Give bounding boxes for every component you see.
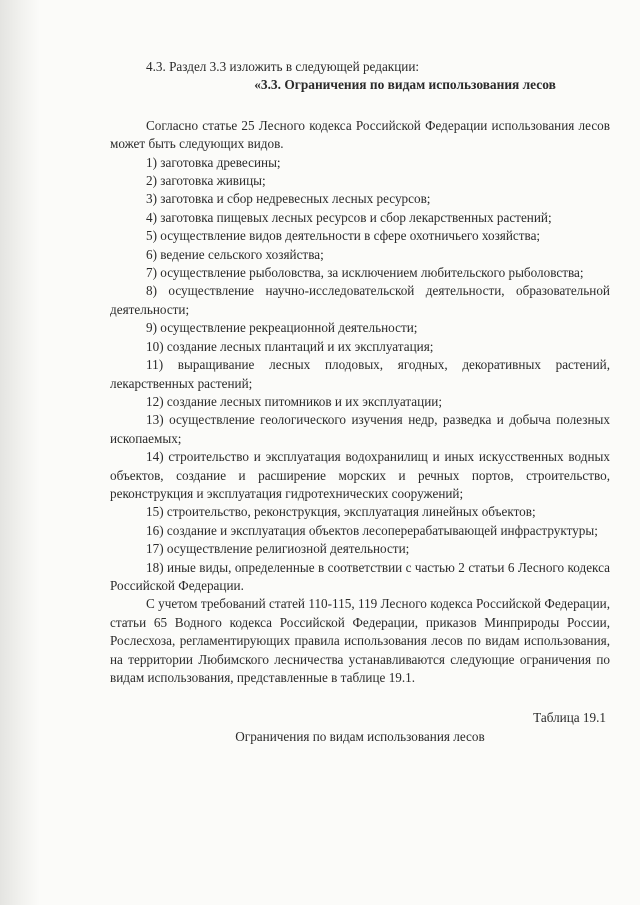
list-item: 8) осуществление научно-исследовательской деятельности, образовательной деятельности; [110,283,610,317]
list-item: 13) осуществление геологического изучения недр, разведка и добыча полезных ископаемых; [110,412,610,446]
list-item: 4) заготовка пищевых лесных ресурсов и сбор лекарственных растений; [146,209,552,225]
list-item: 11) выращивание лесных плодовых, ягодных, декоративных растений, лекарственных растений; [110,357,610,391]
list-item: 2) заготовка живицы; [146,173,266,189]
document-body [110,58,610,746]
list-item: 5) осуществление видов деятельности в сфере охотничьего хозяйства; [146,228,541,244]
spacer [110,687,610,709]
list-item: 9) осуществление рекреационной деятельности; [146,320,418,336]
scan-edge-shadow [0,0,40,905]
list-item: 17) осуществление религиозной деятельности; [146,541,410,557]
list-item: 3) заготовка и сбор недревесных лесных ресурсов; [146,191,431,207]
list-item: 18) иные виды, определенные в соответствии с частью 2 статьи 6 Лесного кодекса Российской Федерации. [110,559,610,593]
list-item: 1) заготовка древесины; [146,154,281,170]
table-number: Таблица 19.1 [533,710,606,726]
section-title: «3.3. Ограничения по видам использования лесов [254,77,556,93]
list-item: 14) строительство и эксплуатация водохранилищ и иных искусственных водных объектов, создание и расширение морских и речных портов, строительство, реконструкция и эксплуатация гидротехнических сооружений; [110,449,610,501]
list-item: 15) строительство, реконструкция, эксплуатация линейных объектов; [146,504,536,520]
usage-types-list [110,154,610,596]
list-item: 10) создание лесных плантаций и их эксплуатация; [146,338,434,354]
list-item: 16) создание и эксплуатация объектов лесоперерабатывающей инфраструктуры; [146,522,598,538]
closing-paragraph: С учетом требований статей 110-115, 119 Лесного кодекса Российской Федерации, статьи 65 Водного кодекса Российской Федерации, приказов Минприроды России, Рослесхоза, регламентирующих правила использования лесов по видам использования, на территории Любимского лесничества устанавливаются следующие ограничения по видам использования, представленные в таблице 19.1. [110,596,610,685]
list-item: 7) осуществление рыболовства, за исключением любительского рыболовства; [146,265,584,281]
table-caption: Ограничения по видам использования лесов [235,728,485,744]
list-item: 6) ведение сельского хозяйства; [146,246,324,262]
amendment-intro: 4.3. Раздел 3.3 изложить в следующей редакции: [146,59,420,74]
spacer [110,95,610,117]
lead-paragraph: Согласно статье 25 Лесного кодекса Российской Федерации использования лесов может быть следующих видов. [110,117,610,152]
list-item: 12) создание лесных питомников и их эксплуатации; [146,393,442,409]
